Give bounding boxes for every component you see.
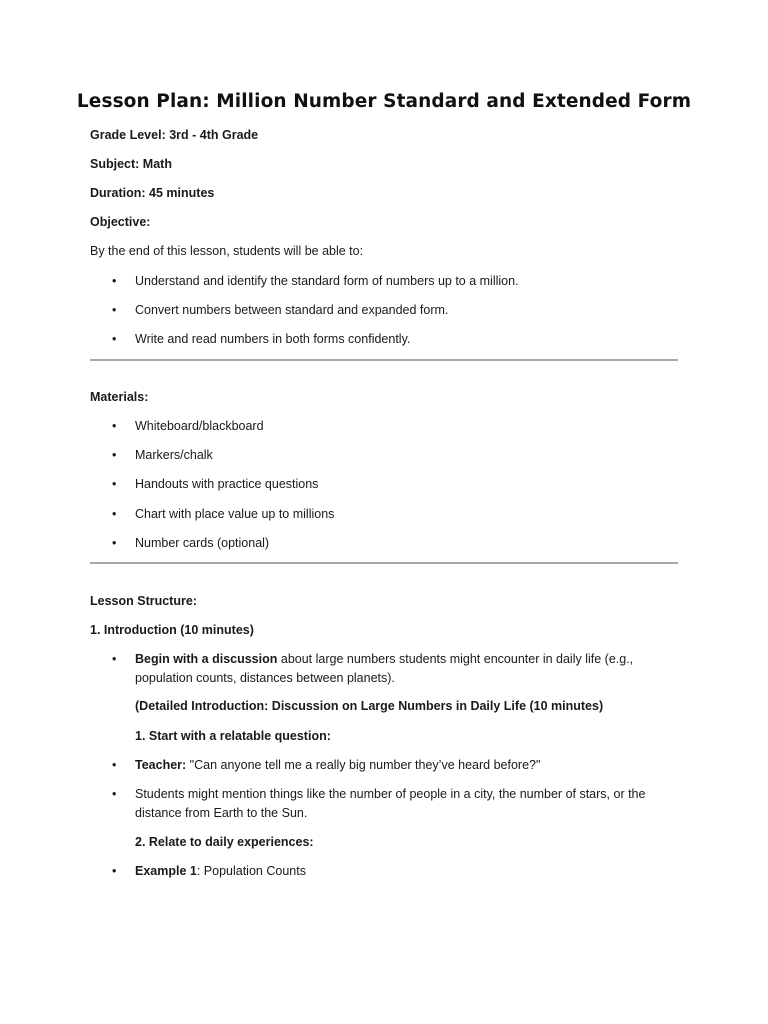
materials-item-text: Whiteboard/blackboard: [135, 419, 264, 433]
bullet-icon: •: [112, 274, 117, 288]
bullet-icon: •: [112, 652, 117, 666]
students-text: Students might mention things like the number of people in a city, the number of stars, or the distance from Earth to the Sun.: [135, 787, 646, 820]
grade-level-line: [90, 126, 258, 144]
grade-level-label: Grade Level:: [90, 128, 166, 142]
grade-level-value: 3rd - 4th Grade: [169, 128, 259, 142]
materials-item-text: Chart with place value up to millions: [135, 507, 335, 521]
discussion-bold: Begin with a discussion: [135, 652, 278, 666]
subject-label: Subject:: [90, 157, 140, 171]
lesson-structure-heading: Lesson Structure:: [90, 594, 197, 608]
example-text: [135, 862, 675, 881]
step2-heading: 2. Relate to daily experiences:: [135, 835, 314, 849]
objective-item-text: Understand and identify the standard form of numbers up to a million.: [135, 274, 519, 288]
bullet-icon: •: [112, 303, 117, 317]
bullet-icon: •: [112, 864, 117, 878]
bullet-icon: •: [112, 787, 117, 801]
bullet-icon: •: [112, 758, 117, 772]
example-bold: Example 1: [135, 864, 197, 878]
discussion-rest: about large numbers students might encounter in daily life (e.g., population counts, distances between planets).: [135, 652, 634, 685]
duration-label: Duration:: [90, 186, 146, 200]
teacher-text: [135, 756, 675, 775]
bullet-icon: •: [112, 536, 117, 550]
materials-item-text: Handouts with practice questions: [135, 477, 319, 491]
bullet-icon: •: [112, 448, 117, 462]
materials-item-text: Number cards (optional): [135, 536, 270, 550]
step1-heading: 1. Start with a relatable question:: [135, 729, 331, 743]
detailed-intro-heading: (Detailed Introduction: Discussion on Large Numbers in Daily Life (10 minutes): [135, 699, 604, 713]
subject-line: [90, 155, 172, 173]
objective-heading: Objective:: [90, 215, 151, 229]
introduction-heading: 1. Introduction (10 minutes): [90, 623, 254, 637]
teacher-bold: Teacher:: [135, 758, 187, 772]
objective-intro: By the end of this lesson, students will be able to:: [90, 244, 364, 258]
example-rest: : Population Counts: [196, 864, 306, 878]
page-title: Lesson Plan: Million Number Standard and Extended Form: [76, 91, 692, 112]
section-divider: [90, 359, 678, 361]
duration-line: [90, 184, 214, 202]
bullet-icon: •: [112, 419, 117, 433]
objective-item-text: Write and read numbers in both forms confidently.: [135, 332, 411, 346]
subject-value: Math: [142, 157, 172, 171]
duration-value: 45 minutes: [149, 186, 215, 200]
bullet-icon: •: [112, 507, 117, 521]
bullet-icon: •: [112, 477, 117, 491]
objective-item-text: Convert numbers between standard and expanded form.: [135, 303, 449, 317]
section-divider: [90, 562, 678, 564]
materials-item-text: Markers/chalk: [135, 448, 213, 462]
discussion-text: [135, 650, 675, 688]
materials-heading: Materials:: [90, 390, 149, 404]
teacher-rest: "Can anyone tell me a really big number they’ve heard before?": [186, 758, 541, 772]
bullet-icon: •: [112, 332, 117, 346]
